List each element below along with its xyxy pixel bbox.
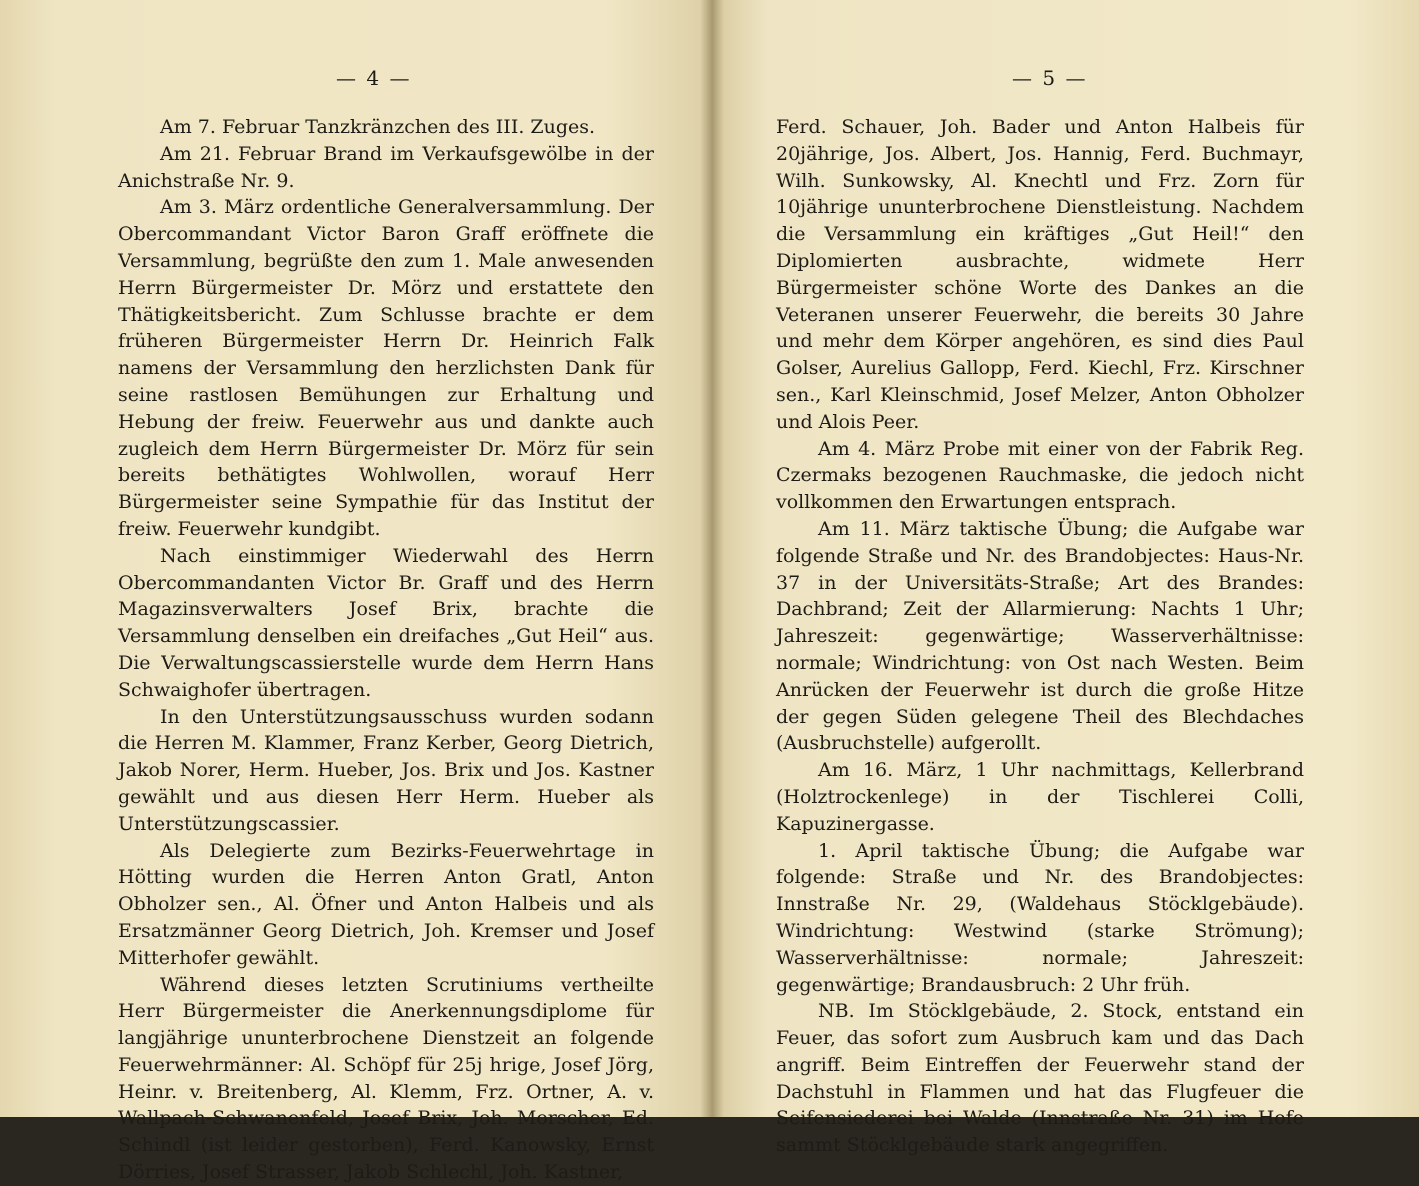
paragraph: Nach einstimmiger Wiederwahl des Herrn Obercommandanten Victor Br. Graff und des Herrn Magazinsverwalters Josef Brix, brachte die Versammlung denselben ein dreifaches „Gut Heil“ aus. Die Verwaltungscassierstelle wurde dem Herrn Hans Schwaighofer übertragen. [118, 544, 654, 701]
right-page [712, 0, 1419, 1157]
paragraph: Während dieses letzten Scrutiniums vertheilte Herr Bürgermeister die Anerkennungsdiplome für langjährige ununterbrochene Dienstzeit an folgende Feuerwehrmänner: Al. Schöpf für 25j hrige, Josef Jörg, Heinr. v. Breitenberg, Al. Klemm, Frz. Ortner, A. v. Wallpach-Schwanenfeld, Josef Brix, Joh. Morscher, Ed. Schindl (ist leider gestorben), Ferd. Kanowsky, Ernst Dörries, Josef Strasser, Jakob Schlechl, Joh. Kastner, [118, 973, 654, 1184]
paragraph: NB. Im Stöcklgebäude, 2. Stock, entstand ein Feuer, das sofort zum Ausbruch kam und das Dach angriff. Beim Eintreffen der Feuerwehr stand der Dachstuhl in Flammen und hat das Flugfeuer die Seifensiederei bei Walde (Innstraße Nr. 31) im Hofe sammt Stöcklgebäude stark angegriffen. [776, 1000, 1304, 1157]
right-page-text [776, 114, 1304, 1159]
paragraph: Als Delegierte zum Bezirks-Feuerwehrtage in Hötting wurden die Herren Anton Gratl, Anton Obholzer sen., Al. Öfner und Anton Halbeis und als Ersatzmänner Georg Dietrich, Joh. Kremser und Josef Mitterhofer gewählt. [118, 839, 654, 969]
paragraph: Am 11. März taktische Übung; die Aufgabe war folgende Straße und Nr. des Brandobjectes: Haus-Nr. 37 in der Universitäts-Straße; Art des Brandes: Dachbrand; Zeit der Allarmierung: Nachts 1 Uhr; Jahreszeit: gegenwärtige; Wasserverhältnisse: normale; Windrichtung: von Ost nach Westen. Beim Anrücken der Feuerwehr ist durch die große Hitze der gegen Süden gelegene Theil des Blechdaches (Ausbruchstelle) aufgerollt. [776, 517, 1304, 755]
paragraph: In den Unterstützungsausschuss wurden sodann die Herren M. Klammer, Franz Kerber, Georg Dietrich, Jakob Norer, Herm. Hueber, Jos. Brix und Jos. Kastner gewählt und aus diesen Herr Herm. Hueber als Unterstützungscassier. [118, 705, 654, 835]
left-page-text [118, 114, 654, 1186]
paragraph: Am 4. März Probe mit einer von der Fabrik Reg. Czermaks bezogenen Rauchmaske, die jedoch nicht vollkommen den Erwartungen entsprach. [776, 437, 1304, 514]
paragraph: Am 21. Februar Brand im Verkaufsgewölbe in der Anichstraße Nr. 9. [118, 142, 654, 192]
page-number-left: — 4 — [336, 66, 412, 90]
paragraph: 1. April taktische Übung; die Aufgabe war folgende: Straße und Nr. des Brandobjectes: Innstraße Nr. 29, (Waldehaus Stöcklgebäude). Windrichtung: Westwind (starke Strömung); Wasserverhältnisse: normale; Jahreszeit: gegenwärtige; Brandausbruch: 2 Uhr früh. [776, 839, 1304, 996]
paragraph: Am 7. Februar Tanzkränzchen des III. Zuges. [160, 116, 596, 138]
book-gutter [700, 0, 724, 1117]
paragraph: Ferd. Schauer, Joh. Bader und Anton Halbeis für 20jährige, Jos. Albert, Jos. Hannig, Ferd. Buchmayr, Wilh. Sunkowsky, Al. Knechtl und Frz. Zorn für 10jährige ununterbrochene Dienstleistung. Nachdem die Versammlung ein kräftiges „Gut Heil!“ den Diplomierten ausbrachte, widmete Herr Bürgermeister schöne Worte des Dankes an die Veteranen unserer Feuerwehr, die bereits 30 Jahre und mehr dem Körper angehören, es sind dies Paul Golser, Aurelius Gallopp, Ferd. Kiechl, Frz. Kirschner sen., Karl Kleinschmid, Josef Melzer, Anton Obholzer und Alois Peer. [776, 116, 1304, 433]
paragraph: Am 3. März ordentliche Generalversammlung. Der Obercommandant Victor Baron Graff eröffnete die Versammlung, begrüßte den zum 1. Male anwesenden Herrn Bürgermeister Dr. Mörz und erstattete den Thätigkeitsbericht. Zum Schlusse brachte er dem früheren Bürgermeister Herrn Dr. Heinrich Falk namens der Versammlung den herzlichsten Dank für seine rastlosen Bemühungen zur Erhaltung und Hebung der freiw. Feuerwehr aus und dankte auch zugleich dem Herrn Bürgermeister Dr. Mörz für sein bereits bethätigtes Wohlwollen, worauf Herr Bürgermeister seine Sympathie für das Institut der freiw. Feuerwehr kundgibt. [118, 196, 654, 540]
page-number-right: — 5 — [1012, 66, 1088, 90]
paragraph: Am 16. März, 1 Uhr nachmittags, Kellerbrand (Holztrockenlege) in der Tischlerei Colli, Kapuzinergasse. [776, 759, 1304, 835]
